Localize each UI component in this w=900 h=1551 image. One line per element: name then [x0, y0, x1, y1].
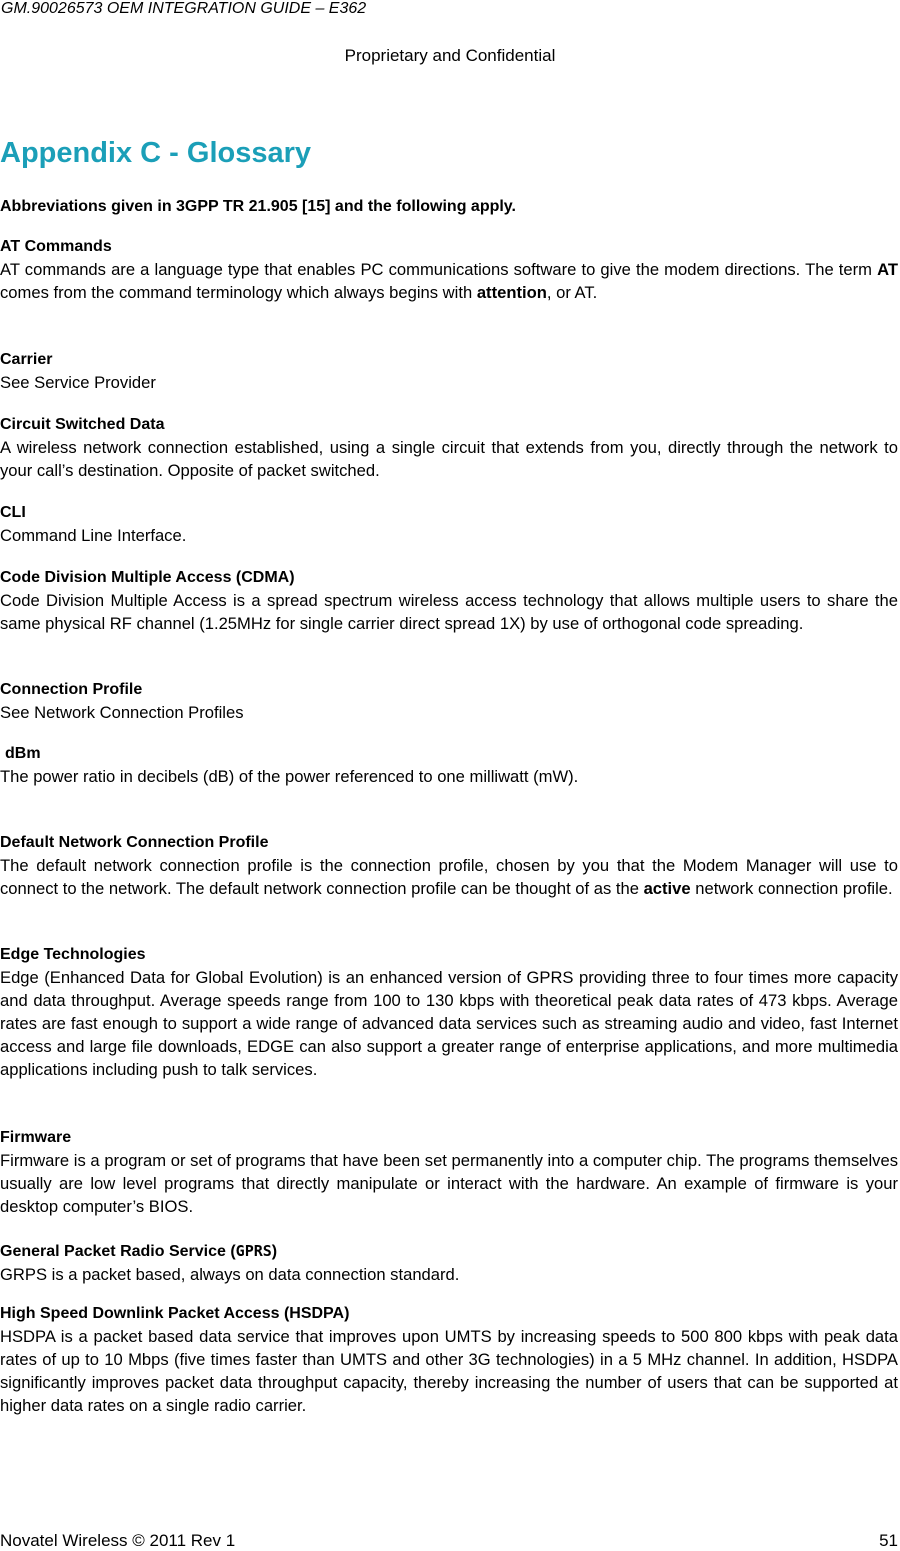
page-title: Appendix C - Glossary [0, 137, 312, 169]
glossary-entry-firmware [0, 1127, 898, 1218]
term-gprs: General Packet Radio Service (GPRS) [0, 1242, 278, 1260]
glossary-entry-gprs [0, 1240, 898, 1286]
glossary-entry-connection-profile [0, 679, 898, 724]
definition-cli: Command Line Interface. [0, 526, 187, 545]
definition-circuit-switched-data: A wireless network connection established, using a single circuit that extends from you, directly through the network to your call’s destination. Opposite of packet switched. [0, 438, 898, 480]
document-id-header: GM.90026573 OEM INTEGRATION GUIDE – E362 [1, 0, 367, 17]
definition-edge-technologies: Edge (Enhanced Data for Global Evolution) is an enhanced version of GPRS providing three to four times more capacity and data throughput. Average speeds range from 100 to 130 kbps with theoretical peak data rates of 473 kbps. Average rates are fast enough to support a wide range of advanced data services such as streaming audio and video, fast Internet access and large file downloads, EDGE can also support a greater range of enterprise applications, and more multimedia applications including push to talk services. [0, 968, 898, 1079]
glossary-entry-cli [0, 502, 898, 547]
definition-at-commands: AT commands are a language type that enables PC communications software to give the modem directions. The term AT comes from the command terminology which always begins with attention, or AT. [0, 260, 898, 302]
glossary-entry-cdma [0, 567, 898, 635]
glossary-intro: Abbreviations given in 3GPP TR 21.905 [15] and the following apply. [0, 198, 516, 215]
glossary-entry-carrier [0, 349, 898, 394]
definition-cdma: Code Division Multiple Access is a spread spectrum wireless access technology that allows multiple users to share the same physical RF channel (1.25MHz for single carrier direct spread 1X) by use of orthogonal code spreading. [0, 591, 898, 633]
definition-firmware: Firmware is a program or set of programs that have been set permanently into a computer chip. The programs themselves usually are low level programs that directly manipulate or interact with the hardware. An example of firmware is your desktop computer’s BIOS. [0, 1151, 898, 1216]
term-carrier: Carrier [0, 351, 53, 368]
term-circuit-switched-data: Circuit Switched Data [0, 416, 165, 433]
definition-carrier: See Service Provider [0, 373, 156, 392]
glossary-entry-hsdpa [0, 1303, 898, 1417]
term-cdma: Code Division Multiple Access (CDMA) [0, 569, 295, 586]
definition-default-network-connection-profile: The default network connection profile is the connection profile, chosen by you that the Modem Manager will use to connect to the network. The default network connection profile can be thought of as the active network connection profile. [0, 856, 898, 898]
term-connection-profile: Connection Profile [0, 681, 143, 698]
term-hsdpa: High Speed Downlink Packet Access (HSDPA) [0, 1305, 350, 1322]
term-firmware: Firmware [0, 1129, 72, 1146]
definition-gprs: GRPS is a packet based, always on data connection standard. [0, 1265, 460, 1284]
term-default-network-connection-profile: Default Network Connection Profile [0, 834, 269, 851]
term-dbm: dBm [5, 745, 41, 762]
glossary-entry-edge-technologies [0, 944, 898, 1081]
term-cli: CLI [0, 504, 26, 521]
glossary-entry-at-commands [0, 236, 898, 304]
term-edge-technologies: Edge Technologies [0, 946, 146, 963]
proprietary-notice: Proprietary and Confidential [344, 46, 556, 65]
glossary-entry-dbm [0, 743, 898, 788]
definition-connection-profile: See Network Connection Profiles [0, 703, 244, 722]
definition-dbm: The power ratio in decibels (dB) of the power referenced to one milliwatt (mW). [0, 767, 579, 786]
definition-hsdpa: HSDPA is a packet based data service that improves upon UMTS by increasing speeds to 500 800 kbps with peak data rates of up to 10 Mbps (five times faster than UMTS and other 3G technologies) in a 5 MHz channel. In addition, HSDPA significantly improves packet data throughput capacity, thereby increasing the number of users that can be supported at higher data rates on a single radio carrier. [0, 1327, 898, 1415]
glossary-entry-circuit-switched-data [0, 414, 898, 482]
page-number: 51 [879, 1531, 898, 1550]
footer-copyright: Novatel Wireless © 2011 Rev 1 [0, 1531, 236, 1550]
glossary-entry-default-network-connection-profile [0, 832, 898, 900]
term-at-commands: AT Commands [0, 238, 112, 255]
